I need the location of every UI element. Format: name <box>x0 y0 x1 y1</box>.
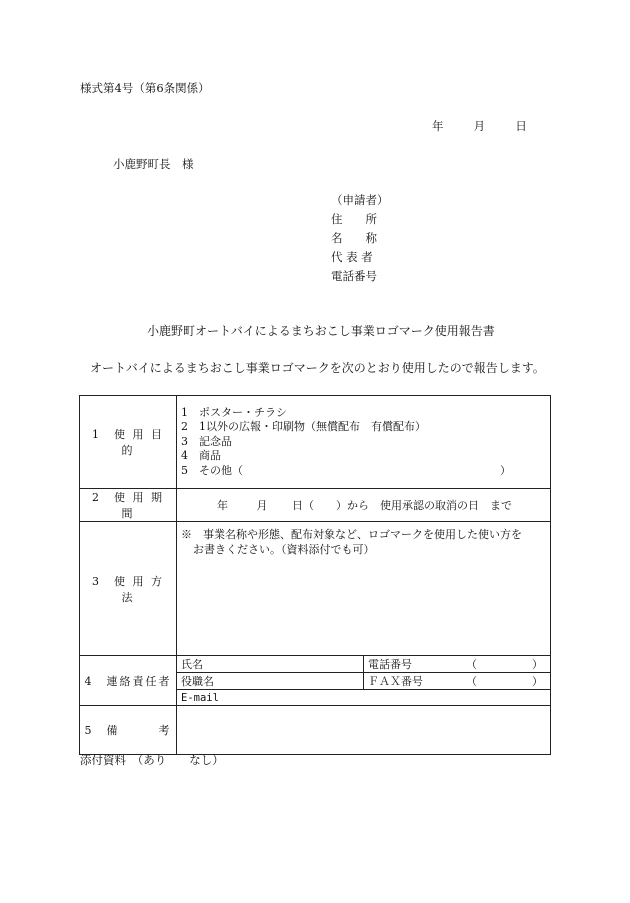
purpose-row <box>80 396 551 489</box>
purpose-item: 4 商品 <box>181 449 221 463</box>
form-number: 様式第4号（第6条関係） <box>80 81 210 95</box>
document-title: 小鹿野町オートバイによるまちおこし事業ロゴマーク使用報告書 <box>147 324 495 338</box>
purpose-item: 3 記念品 <box>181 434 232 448</box>
contact-email-label: E-mail <box>181 692 219 704</box>
purpose-other-line <box>181 464 511 479</box>
contact-fax-label: ＦＡＸ番号 <box>368 675 423 688</box>
contact-name-label: 氏名 <box>181 658 203 671</box>
method-row <box>80 522 551 656</box>
period-month: 月 <box>256 499 268 512</box>
contact-email-cell[interactable] <box>177 690 551 706</box>
contact-fax-cell[interactable] <box>364 673 551 690</box>
date-year: 年 <box>432 119 444 133</box>
applicant-phone-label: 電話番号 <box>331 269 377 283</box>
applicant-name-label: 名 称 <box>331 231 377 245</box>
method-note-line-1: ※ 事業名称や形態、配布対象など、ロゴマークを使用した使い方を <box>181 528 522 541</box>
intro-text: オートバイによるまちおこし事業ロゴマークを次のとおり使用したので報告します。 <box>90 361 545 375</box>
period-cell[interactable] <box>177 489 551 522</box>
remarks-row <box>80 706 551 755</box>
purpose-item: 5 その他（ <box>181 463 243 477</box>
contact-fax-paren: （ ） <box>466 675 543 688</box>
purpose-list <box>181 402 546 483</box>
applicant-representative-label: 代 表 者 <box>331 250 373 264</box>
contact-position-cell[interactable] <box>177 673 364 690</box>
period-row <box>80 489 551 522</box>
applicant-address-label: 住 所 <box>331 212 377 226</box>
method-label: 3 使 用 方 法 <box>80 522 177 656</box>
contact-row-1 <box>80 656 551 673</box>
purpose-other-close: ） <box>500 463 511 477</box>
date-month: 月 <box>473 119 486 133</box>
date-day: 日 <box>515 119 527 133</box>
applicant-block <box>331 191 389 286</box>
date-line <box>432 118 527 134</box>
purpose-item: 2 1以外の広報・印刷物（無償配布 有償配布） <box>181 420 426 434</box>
attachment-line: 添付資料 （あり なし） <box>80 753 224 767</box>
contact-position-label: 役職名 <box>181 675 214 688</box>
contact-phone-cell[interactable] <box>364 656 551 673</box>
applicant-heading: （申請者） <box>331 193 389 207</box>
method-note-line-2: お書きください。（資料添付でも可） <box>193 543 375 556</box>
contact-phone-label: 電話番号 <box>368 658 412 671</box>
contact-name-cell[interactable] <box>177 656 364 673</box>
period-year: 年 <box>217 499 228 512</box>
addressee: 小鹿野町長 様 <box>113 157 194 171</box>
period-day: 日（ ）から 使用承認の取消の日 まで <box>292 499 512 512</box>
remarks-cell[interactable] <box>177 706 551 755</box>
period-label: 2 使 用 期 間 <box>80 489 177 522</box>
purpose-cell[interactable] <box>177 396 551 489</box>
method-cell[interactable] <box>177 522 551 656</box>
report-form-table <box>79 395 551 755</box>
contact-label: 4 連絡責任者 <box>80 656 177 706</box>
remarks-label: 5 備 考 <box>80 706 177 755</box>
contact-phone-paren: （ ） <box>466 658 543 671</box>
purpose-item: 1 ポスター・チラシ <box>181 405 287 419</box>
purpose-label: 1 使 用 目 的 <box>80 396 177 489</box>
